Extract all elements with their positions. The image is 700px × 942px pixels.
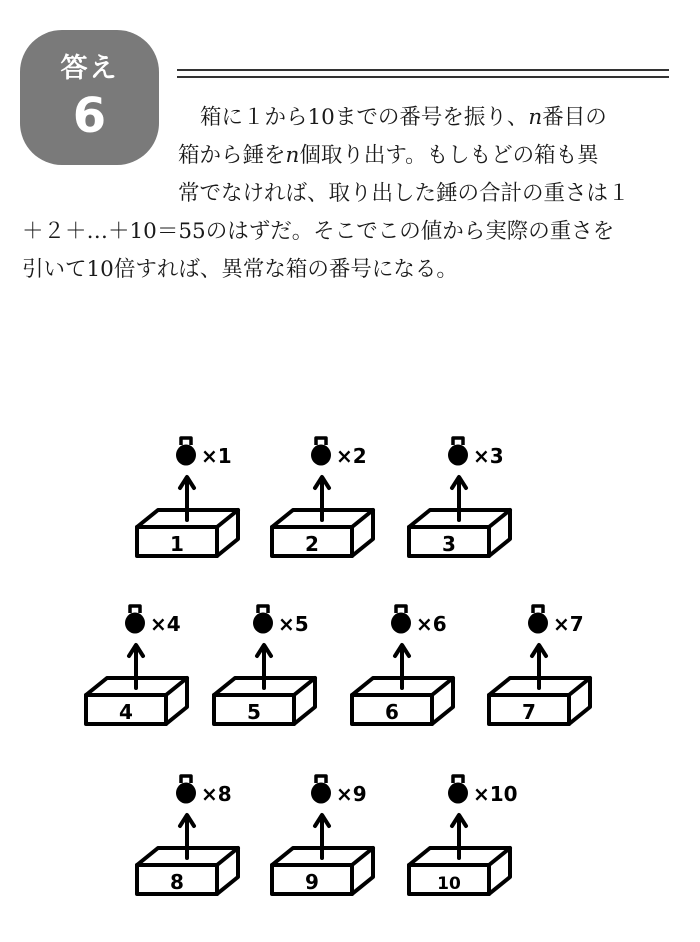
up-arrow-icon bbox=[452, 815, 466, 858]
weight-count-label: ×1 bbox=[201, 444, 232, 468]
box-number-label: 5 bbox=[247, 700, 261, 724]
up-arrow-icon bbox=[315, 815, 329, 858]
up-arrow-icon bbox=[180, 815, 194, 858]
box-number-label: 2 bbox=[305, 532, 319, 556]
box-item-9 bbox=[272, 776, 373, 894]
weight-icon bbox=[391, 606, 411, 634]
up-arrow-icon bbox=[452, 477, 466, 520]
weight-count-label: ×4 bbox=[150, 612, 181, 636]
answer-line-1: 箱に１から10までの番号を振り、n番目の bbox=[200, 105, 607, 130]
box-number-label: 8 bbox=[170, 870, 184, 894]
weight-count-label: ×7 bbox=[553, 612, 584, 636]
weight-icon bbox=[448, 438, 468, 466]
box-item-1 bbox=[137, 438, 238, 556]
up-arrow-icon bbox=[180, 477, 194, 520]
badge-number: 6 bbox=[72, 88, 107, 144]
box-item-10 bbox=[409, 776, 518, 894]
answer-line-3: 常でなければ、取り出した錘の合計の重さは１ bbox=[178, 181, 630, 206]
up-arrow-icon bbox=[532, 645, 546, 688]
box-item-6 bbox=[352, 606, 453, 724]
weight-count-label: ×10 bbox=[473, 782, 518, 806]
weight-icon bbox=[125, 606, 145, 634]
box-item-2 bbox=[272, 438, 373, 556]
box-number-label: 10 bbox=[437, 874, 461, 894]
up-arrow-icon bbox=[315, 477, 329, 520]
weight-icon bbox=[311, 438, 331, 466]
box-number-label: 9 bbox=[305, 870, 319, 894]
up-arrow-icon bbox=[257, 645, 271, 688]
header-rule-bottom bbox=[177, 76, 669, 78]
box-item-3 bbox=[409, 438, 510, 556]
box-number-label: 7 bbox=[522, 700, 536, 724]
box-number-label: 3 bbox=[442, 532, 456, 556]
weight-icon bbox=[176, 438, 196, 466]
header-rule-top bbox=[177, 69, 669, 71]
weight-count-label: ×9 bbox=[336, 782, 367, 806]
box-item-4 bbox=[86, 606, 187, 724]
box-item-5 bbox=[214, 606, 315, 724]
badge-label: 答え bbox=[60, 53, 119, 84]
box-number-label: 6 bbox=[385, 700, 399, 724]
weight-count-label: ×5 bbox=[278, 612, 309, 636]
weight-count-label: ×2 bbox=[336, 444, 367, 468]
weights-from-boxes-illustration bbox=[0, 400, 700, 942]
math-variable-n: n bbox=[285, 143, 300, 168]
answer-line-2: 箱から錘をn個取り出す。もしもどの箱も異 bbox=[178, 143, 599, 168]
weight-icon bbox=[253, 606, 273, 634]
weight-count-label: ×6 bbox=[416, 612, 447, 636]
weight-icon bbox=[528, 606, 548, 634]
answer-line-4: ＋２＋…＋10＝55のはずだ。そこでこの値から実際の重さを bbox=[22, 219, 615, 244]
box-number-label: 4 bbox=[119, 700, 133, 724]
box-item-7 bbox=[489, 606, 590, 724]
box-number-label: 1 bbox=[170, 532, 184, 556]
weight-icon bbox=[311, 776, 331, 804]
math-variable-n: n bbox=[528, 105, 543, 130]
answer-badge bbox=[20, 30, 159, 165]
weight-count-label: ×8 bbox=[201, 782, 232, 806]
weight-icon bbox=[448, 776, 468, 804]
weight-count-label: ×3 bbox=[473, 444, 504, 468]
up-arrow-icon bbox=[129, 645, 143, 688]
answer-line-5: 引いて10倍すれば、異常な箱の番号になる。 bbox=[22, 257, 458, 282]
box-item-8 bbox=[137, 776, 238, 894]
up-arrow-icon bbox=[395, 645, 409, 688]
weight-icon bbox=[176, 776, 196, 804]
